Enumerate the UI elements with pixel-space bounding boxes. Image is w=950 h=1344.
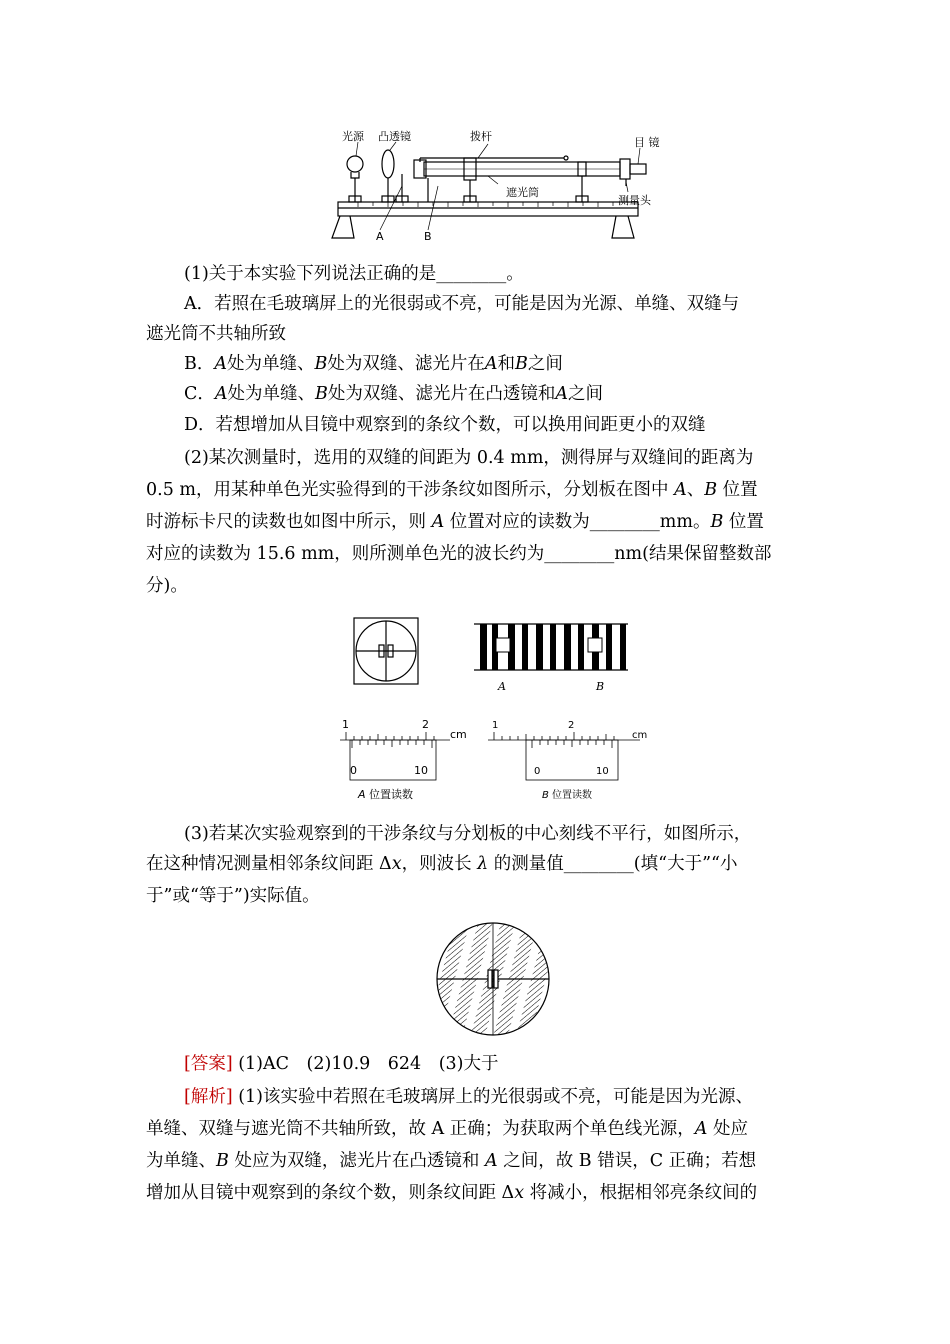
scale-b-vernier-10: 10 bbox=[596, 766, 609, 777]
q2-line4: 对应的读数为 15.6 mm，则所测单色光的波长约为________nm(结果保留整数部 bbox=[146, 544, 772, 564]
scale-b-vernier-0: 0 bbox=[534, 766, 541, 777]
q1-option-b: B．A处为单缝、B处为双缝、滤光片在A和B之间 bbox=[184, 354, 563, 374]
scale-b-tick-1: 1 bbox=[492, 720, 499, 731]
scale-a-vernier-10: 10 bbox=[414, 764, 428, 777]
apparatus-figure bbox=[328, 126, 668, 248]
label-measuring-head: 测量头 bbox=[618, 194, 651, 207]
scale-a-unit: cm bbox=[450, 728, 467, 741]
label-light-source: 光源 bbox=[342, 130, 364, 143]
answer-line: [答案] (1)AC (2)10.9 624 (3)大于 bbox=[184, 1054, 499, 1074]
scale-b-unit: cm bbox=[632, 730, 648, 741]
label-tube: 遮光筒 bbox=[506, 186, 539, 199]
scale-a-caption: A 位置读数 bbox=[358, 788, 414, 801]
q1-option-d: D．若想增加从目镜中观察到的条纹个数，可以换用间距更小的双缝 bbox=[184, 415, 706, 435]
q2-line2: 0.5 m，用某种单色光实验得到的干涉条纹如图所示，分划板在图中 A、B 位置 bbox=[146, 480, 758, 500]
q2-line1: (2)某次测量时，选用的双缝的间距为 0.4 mm，测得屏与双缝间的距离为 bbox=[184, 448, 754, 468]
q3-line3: 于”或“等于”)实际值。 bbox=[146, 886, 320, 906]
scale-a-tick-2: 2 bbox=[422, 718, 429, 731]
label-lever: 拨杆 bbox=[470, 130, 492, 143]
scale-a-vernier-0: 0 bbox=[350, 764, 357, 777]
tilted-fringe-figure bbox=[430, 918, 556, 1040]
measurement-figure bbox=[340, 610, 660, 810]
q1-option-a-line1: A．若照在毛玻璃屏上的光很弱或不亮，可能是因为光源、单缝、双缝与 bbox=[184, 294, 740, 314]
scale-b-caption: B 位置读数 bbox=[542, 790, 593, 801]
q1-option-a-line2: 遮光筒不共轴所致 bbox=[146, 324, 286, 344]
q3-line1: (3)若某次实验观察到的干涉条纹与分划板的中心刻线不平行，如图所示， bbox=[184, 824, 752, 844]
fringe-label-b: B bbox=[596, 680, 605, 693]
answer-tag: [答案] bbox=[184, 1054, 233, 1074]
analysis-line1: [解析] (1)该实验中若照在毛玻璃屏上的光很弱或不亮，可能是因为光源、 bbox=[184, 1087, 754, 1107]
label-a: A bbox=[376, 230, 384, 243]
scale-b-tick-2: 2 bbox=[568, 720, 575, 731]
analysis-line4: 增加从目镜中观察到的条纹个数，则条纹间距 Δx 将减小，根据相邻亮条纹间的 bbox=[146, 1183, 758, 1203]
label-convex-lens: 凸透镜 bbox=[378, 130, 411, 143]
fringe-label-a: A bbox=[498, 680, 506, 693]
analysis-line2: 单缝、双缝与遮光筒不共轴所致，故 A 正确；为获取两个单色线光源，A 处应 bbox=[146, 1119, 748, 1139]
q2-line5: 分)。 bbox=[146, 576, 188, 596]
q2-line3: 时游标卡尺的读数也如图中所示，则 A 位置对应的读数为________mm。B 位置 bbox=[146, 512, 764, 532]
q1-option-c: C．A处为单缝、B处为双缝、滤光片在凸透镜和A之间 bbox=[184, 384, 604, 404]
label-eyepiece: 目 镜 bbox=[634, 136, 660, 149]
q1-stem: (1)关于本实验下列说法正确的是________。 bbox=[184, 264, 524, 284]
analysis-tag: [解析] bbox=[184, 1087, 233, 1107]
q3-line2: 在这种情况测量相邻条纹间距 Δx，则波长 λ 的测量值________(填“大于”“小 bbox=[146, 854, 738, 874]
analysis-line3: 为单缝、B 处应为双缝，滤光片在凸透镜和 A 之间，故 B 错误，C 正确；若想 bbox=[146, 1151, 757, 1171]
label-b: B bbox=[424, 230, 432, 243]
scale-a-tick-1: 1 bbox=[342, 718, 349, 731]
vernier-scale-b bbox=[488, 732, 640, 780]
